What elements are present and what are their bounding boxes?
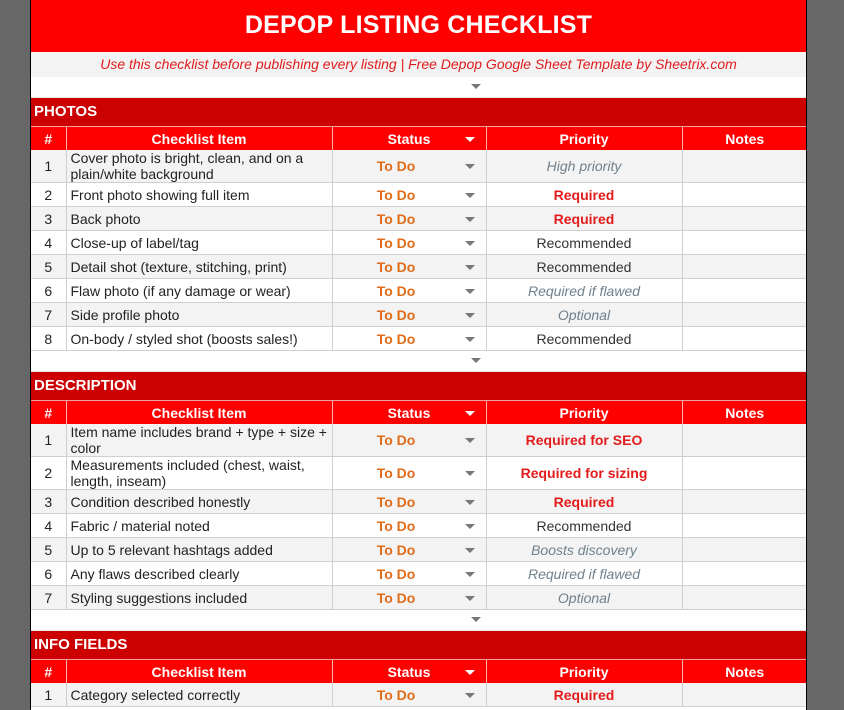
priority-cell[interactable]: Required for SEO xyxy=(486,424,682,457)
notes-cell[interactable] xyxy=(682,490,807,514)
header-row xyxy=(31,401,807,424)
status-value: To Do xyxy=(376,432,416,448)
checklist-item[interactable]: Back photo xyxy=(66,207,332,231)
priority-cell[interactable]: Optional xyxy=(486,303,682,327)
checklist-item[interactable]: Front photo showing full item xyxy=(66,183,332,207)
section-header: DESCRIPTION xyxy=(31,372,806,401)
status-value: To Do xyxy=(376,565,416,582)
priority-cell[interactable]: Recommended xyxy=(486,514,682,538)
table-row xyxy=(31,424,807,457)
dropdown-caret-icon[interactable] xyxy=(465,164,475,169)
notes-cell[interactable] xyxy=(682,183,807,207)
row-number: 3 xyxy=(31,490,66,514)
status-value: To Do xyxy=(376,517,416,534)
table-row xyxy=(31,586,807,610)
column-header-status-label: Status xyxy=(387,130,431,147)
status-dropdown[interactable] xyxy=(332,327,486,351)
column-header-notes: Notes xyxy=(682,660,807,683)
dropdown-caret-icon[interactable] xyxy=(465,313,475,318)
notes-cell[interactable] xyxy=(682,327,807,351)
status-dropdown[interactable] xyxy=(332,424,486,457)
section-header: PHOTOS xyxy=(31,98,806,127)
column-header-status-label: Status xyxy=(387,663,431,680)
sheet-title: DEPOP LISTING CHECKLIST xyxy=(31,0,806,52)
notes-cell[interactable] xyxy=(682,150,807,183)
notes-cell[interactable] xyxy=(682,303,807,327)
row-number: 1 xyxy=(31,683,66,707)
checklist-item[interactable]: Close-up of label/tag xyxy=(66,231,332,255)
status-dropdown[interactable] xyxy=(332,183,486,207)
status-value: To Do xyxy=(376,493,416,510)
checklist-item[interactable]: Fabric / material noted xyxy=(66,514,332,538)
spreadsheet-sheet xyxy=(30,0,807,710)
column-header-status-label: Status xyxy=(387,404,431,421)
notes-cell[interactable] xyxy=(682,207,807,231)
status-value: To Do xyxy=(376,234,416,251)
dropdown-caret-icon[interactable] xyxy=(465,693,475,698)
column-header-status[interactable] xyxy=(332,401,486,424)
row-number: 4 xyxy=(31,231,66,255)
dropdown-caret-icon[interactable] xyxy=(465,500,475,505)
status-value: To Do xyxy=(376,186,416,203)
table-row xyxy=(31,255,807,279)
column-header-priority: Priority xyxy=(486,127,682,150)
table-row xyxy=(31,303,807,327)
priority-cell[interactable]: Required if flawed xyxy=(486,562,682,586)
checklist-item[interactable]: Any flaws described clearly xyxy=(66,562,332,586)
checklist-item[interactable]: Cover photo is bright, clean, and on a plain/white background xyxy=(66,150,332,183)
priority-cell[interactable]: Required xyxy=(486,490,682,514)
status-value: To Do xyxy=(376,282,416,299)
status-dropdown[interactable] xyxy=(332,150,486,183)
table-row xyxy=(31,231,807,255)
table-row xyxy=(31,327,807,351)
table-row xyxy=(31,683,807,707)
spacer-row xyxy=(31,610,806,631)
dropdown-caret-icon[interactable] xyxy=(465,596,475,601)
row-number: 7 xyxy=(31,586,66,610)
status-dropdown[interactable] xyxy=(332,457,486,490)
status-dropdown[interactable] xyxy=(332,586,486,610)
status-value: To Do xyxy=(376,258,416,275)
priority-cell[interactable]: Boosts discovery xyxy=(486,538,682,562)
row-number: 5 xyxy=(31,255,66,279)
dropdown-caret-icon[interactable] xyxy=(471,84,481,89)
status-dropdown[interactable] xyxy=(332,279,486,303)
checklist-item[interactable]: Side profile photo xyxy=(66,303,332,327)
dropdown-caret-icon[interactable] xyxy=(465,265,475,270)
notes-cell[interactable] xyxy=(682,586,807,610)
status-dropdown[interactable] xyxy=(332,255,486,279)
priority-cell[interactable]: Optional xyxy=(486,586,682,610)
row-number: 7 xyxy=(31,303,66,327)
column-header-priority: Priority xyxy=(486,660,682,683)
row-number: 2 xyxy=(31,457,66,490)
priority-cell[interactable]: Required if flawed xyxy=(486,279,682,303)
notes-cell[interactable] xyxy=(682,562,807,586)
status-dropdown[interactable] xyxy=(332,490,486,514)
notes-cell[interactable] xyxy=(682,231,807,255)
column-header-status[interactable] xyxy=(332,127,486,150)
column-header-notes: Notes xyxy=(682,401,807,424)
column-header-num: # xyxy=(31,127,66,150)
notes-cell[interactable] xyxy=(682,514,807,538)
column-header-item: Checklist Item xyxy=(66,127,332,150)
dropdown-caret-icon[interactable] xyxy=(465,217,475,222)
filter-caret-icon[interactable] xyxy=(465,137,475,142)
row-number: 5 xyxy=(31,538,66,562)
filter-caret-icon[interactable] xyxy=(465,670,475,675)
section-info-fields xyxy=(31,631,806,707)
status-value: To Do xyxy=(376,330,416,347)
dropdown-caret-icon[interactable] xyxy=(465,289,475,294)
checklist-table xyxy=(31,401,807,610)
dropdown-caret-icon[interactable] xyxy=(471,617,481,622)
checklist-item[interactable]: Condition described honestly xyxy=(66,490,332,514)
notes-cell[interactable] xyxy=(682,538,807,562)
checklist-table xyxy=(31,127,807,351)
checklist-item[interactable]: Flaw photo (if any damage or wear) xyxy=(66,279,332,303)
checklist-item[interactable]: Item name includes brand + type + size + color xyxy=(66,424,332,457)
checklist-item[interactable]: Styling suggestions included xyxy=(66,586,332,610)
row-number: 8 xyxy=(31,327,66,351)
status-dropdown[interactable] xyxy=(332,514,486,538)
row-number: 3 xyxy=(31,207,66,231)
status-value: To Do xyxy=(376,589,416,606)
column-header-item: Checklist Item xyxy=(66,660,332,683)
dropdown-caret-icon[interactable] xyxy=(465,193,475,198)
checklist-item[interactable]: Category selected correctly xyxy=(66,683,332,707)
table-row xyxy=(31,457,807,490)
row-number: 6 xyxy=(31,562,66,586)
checklist-item[interactable]: Up to 5 relevant hashtags added xyxy=(66,538,332,562)
status-value: To Do xyxy=(376,541,416,558)
sheet-subtitle: Use this checklist before publishing every listing | Free Depop Google Sheet Template by Sheetrix.com xyxy=(31,52,806,77)
checklist-item[interactable]: Measurements included (chest, waist, length, inseam) xyxy=(66,457,332,490)
priority-cell[interactable]: Required xyxy=(486,183,682,207)
section-description xyxy=(31,372,806,631)
priority-cell[interactable]: Required for sizing xyxy=(486,457,682,490)
column-header-priority: Priority xyxy=(486,401,682,424)
status-value: To Do xyxy=(376,465,416,481)
dropdown-caret-icon[interactable] xyxy=(465,438,475,443)
column-header-item: Checklist Item xyxy=(66,401,332,424)
column-header-notes: Notes xyxy=(682,127,807,150)
status-dropdown[interactable] xyxy=(332,303,486,327)
table-row xyxy=(31,538,807,562)
dropdown-caret-icon[interactable] xyxy=(465,572,475,577)
status-value: To Do xyxy=(376,686,416,703)
dropdown-caret-icon[interactable] xyxy=(465,548,475,553)
table-row xyxy=(31,183,807,207)
priority-cell[interactable]: High priority xyxy=(486,150,682,183)
checklist-item[interactable]: Detail shot (texture, stitching, print) xyxy=(66,255,332,279)
table-row xyxy=(31,207,807,231)
spacer-row xyxy=(31,77,806,98)
table-row xyxy=(31,150,807,183)
dropdown-caret-icon[interactable] xyxy=(465,241,475,246)
status-value: To Do xyxy=(376,210,416,227)
row-number: 4 xyxy=(31,514,66,538)
priority-cell[interactable]: Required xyxy=(486,207,682,231)
header-row xyxy=(31,127,807,150)
table-row xyxy=(31,279,807,303)
row-number: 1 xyxy=(31,424,66,457)
filter-caret-icon[interactable] xyxy=(465,411,475,416)
column-header-num: # xyxy=(31,401,66,424)
dropdown-caret-icon[interactable] xyxy=(465,471,475,476)
checklist-item[interactable]: On-body / styled shot (boosts sales!) xyxy=(66,327,332,351)
row-number: 1 xyxy=(31,150,66,183)
notes-cell[interactable] xyxy=(682,255,807,279)
notes-cell[interactable] xyxy=(682,424,807,457)
table-row xyxy=(31,490,807,514)
column-header-status[interactable] xyxy=(332,660,486,683)
row-number: 2 xyxy=(31,183,66,207)
status-value: To Do xyxy=(376,306,416,323)
priority-cell[interactable]: Recommended xyxy=(486,231,682,255)
status-dropdown[interactable] xyxy=(332,538,486,562)
header-row xyxy=(31,660,807,683)
priority-cell[interactable]: Recommended xyxy=(486,327,682,351)
notes-cell[interactable] xyxy=(682,279,807,303)
status-dropdown[interactable] xyxy=(332,683,486,707)
priority-cell[interactable]: Recommended xyxy=(486,255,682,279)
table-row xyxy=(31,514,807,538)
dropdown-caret-icon[interactable] xyxy=(465,337,475,342)
section-photos xyxy=(31,98,806,372)
table-row xyxy=(31,562,807,586)
status-value: To Do xyxy=(376,158,416,174)
spacer-row xyxy=(31,351,806,372)
notes-cell[interactable] xyxy=(682,683,807,707)
row-number: 6 xyxy=(31,279,66,303)
dropdown-caret-icon[interactable] xyxy=(465,524,475,529)
priority-cell[interactable]: Required xyxy=(486,683,682,707)
status-dropdown[interactable] xyxy=(332,562,486,586)
status-dropdown[interactable] xyxy=(332,231,486,255)
status-dropdown[interactable] xyxy=(332,207,486,231)
column-header-num: # xyxy=(31,660,66,683)
section-header: INFO FIELDS xyxy=(31,631,806,660)
dropdown-caret-icon[interactable] xyxy=(471,358,481,363)
notes-cell[interactable] xyxy=(682,457,807,490)
checklist-table xyxy=(31,660,807,707)
